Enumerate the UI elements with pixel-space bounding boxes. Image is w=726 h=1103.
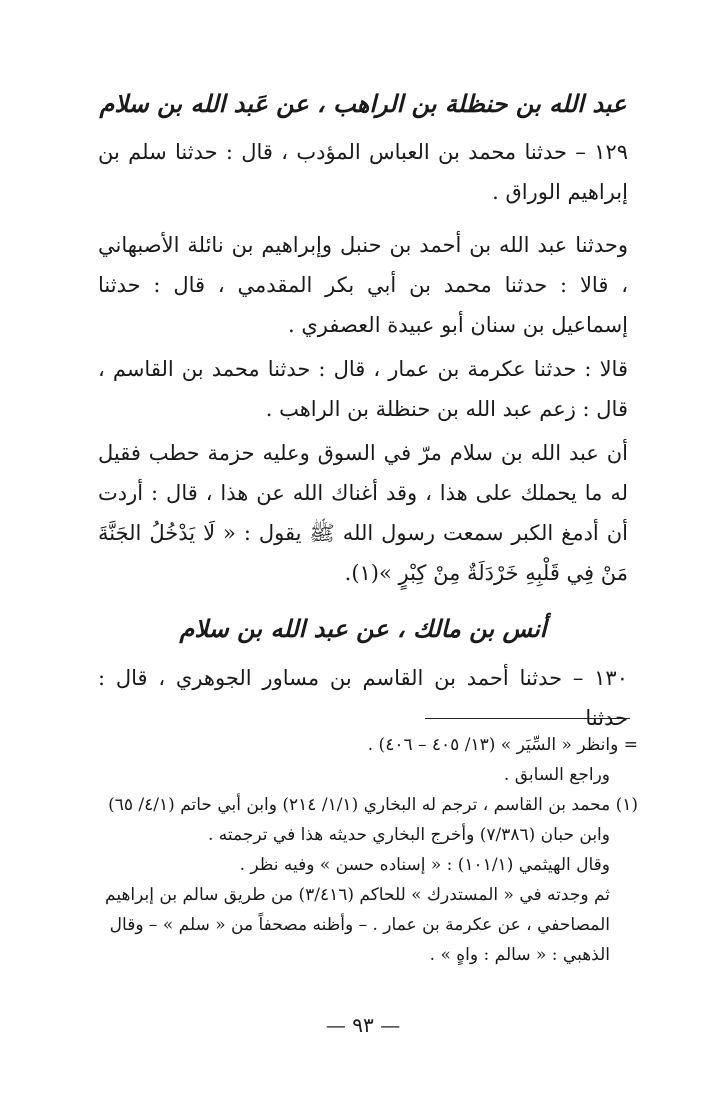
hadith-130-chain: ١٣٠ – حدثنا أحمد بن القاسم بن مساور الجوهري ، قال : حدثنا — [98, 666, 628, 730]
hadith-129-text: أن عبد الله بن سلام مرّ في السوق وعليه حزمة حطب فقيل له ما يحملك على هذا ، وقد أغناك الله عن هذا ، قال : أردت أن أدمغ الكبر سمعت رسول الله ﷺ يقول : « لَا يَدْخُلُ الجَنَّةَ مَنْ فِي قَلْبِهِ خَرْدَلَةٌ مِنْ كِبْرٍ »(١). — [98, 441, 628, 585]
hadith-129-chain-1: ١٢٩ – حدثنا محمد بن العباس المؤدب ، قال : حدثنا سلم بن إبراهيم الوراق . — [98, 140, 628, 204]
footnote-separator — [425, 718, 630, 719]
footnotes — [96, 730, 638, 970]
page-number: — ٩٣ — — [325, 1013, 401, 1037]
footnote-line: وراجع السابق . — [503, 765, 610, 785]
hadith-129-chain-2: وحدثنا عبد الله بن أحمد بن حنبل وإبراهيم بن نائلة الأصبهاني ، قالا : حدثنا محمد بن أبي بكر المقدمي ، قال : حدثنا إسماعيل بن سنان أبو عبيدة العصفري . — [98, 233, 628, 337]
section-heading-anas-ibn-malik: أنس بن مالك ، عن عبد الله بن سلام — [179, 614, 547, 643]
footnote-line: وابن حبان (٧/٣٨٦) وأخرج البخاري حديثه هذا في ترجمته . — [208, 825, 610, 845]
section-heading-abdullah-ibn-hanzala: عبد الله بن حنظلة بن الراهب ، عن عَبد الله بن سلام — [99, 89, 627, 118]
hadith-129-chain-3: قالا : حدثنا عكرمة بن عمار ، قال : حدثنا محمد بن القاسم ، قال : زعم عبد الله بن حنظلة بن الراهب . — [98, 357, 628, 421]
footnote-line: (١) محمد بن القاسم ، ترجم له البخاري (١/١/ ٢١٤) وابن أبي حاتم (٤/١/ ٦٥) — [108, 795, 638, 815]
footnote-line: = وانظر « السِّيَر » (١٣/ ٤٠٥ – ٤٠٦) . — [367, 735, 638, 755]
footnote-line: وقال الهيثمي (١٠١/١) : « إسناده حسن » وفيه نظر . — [239, 855, 610, 875]
footnote-line: ثم وجدته في « المستدرك » للحاكم (٣/٤١٦) من طريق سالم بن إبراهيم المصاحفي ، عن عكرمة بن عمار . – وأظنه مصحفاً من « سلم » – وقال الذهبي : « سالم : واهٍ » . — [105, 885, 610, 965]
